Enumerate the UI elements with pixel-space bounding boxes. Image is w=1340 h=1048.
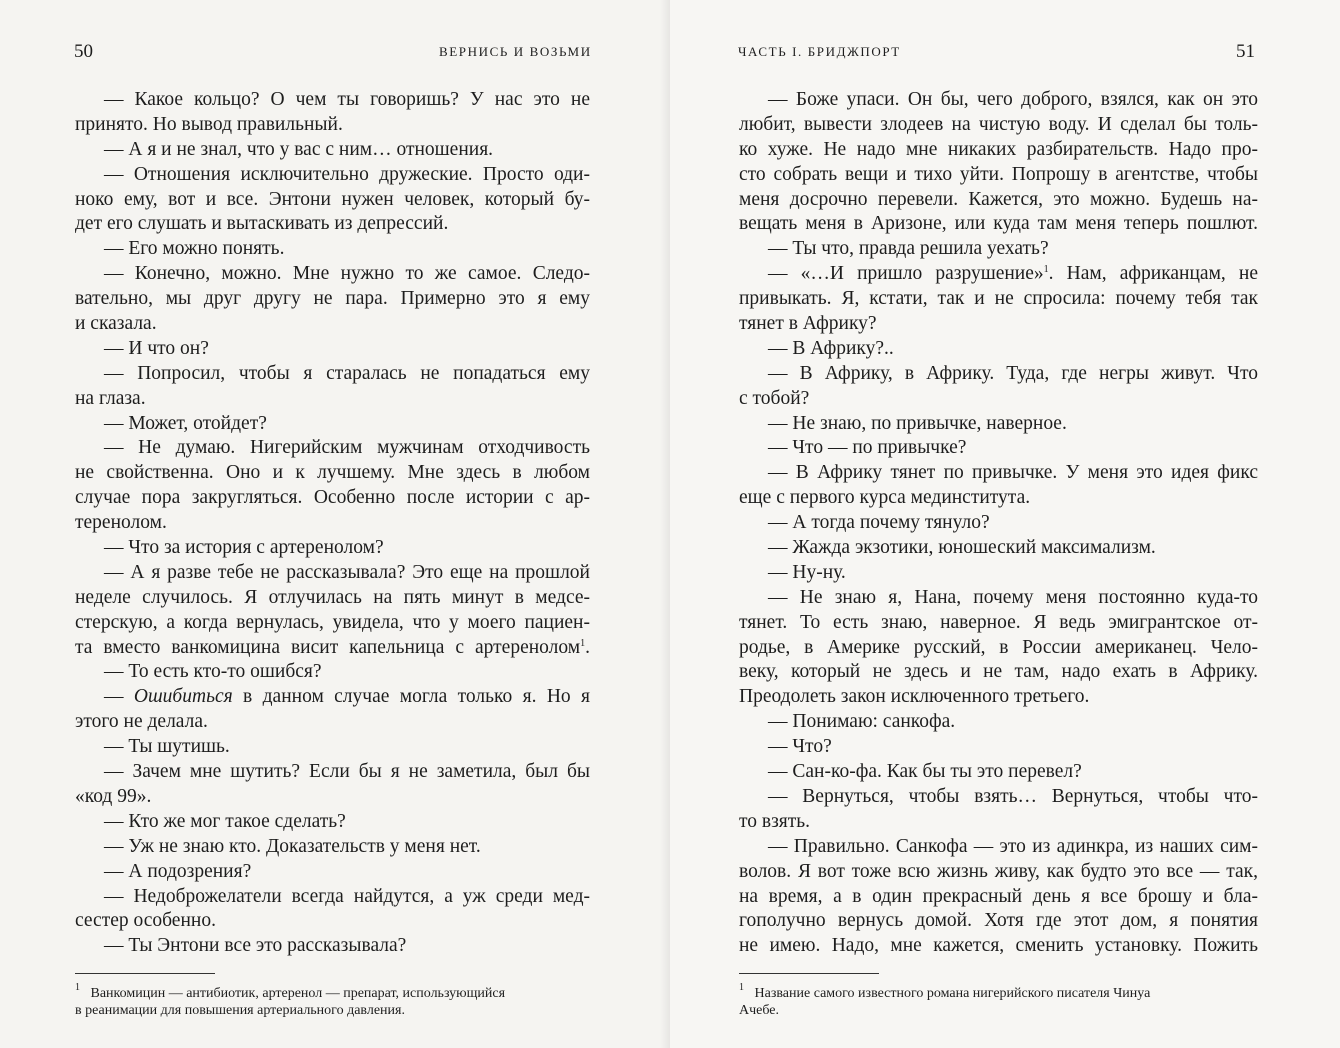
text-line: не имею. Надо, мне кажется, сменить установку. Пожить bbox=[739, 935, 1258, 957]
text-line: — Боже упаси. Он бы, чего доброго, взялся, как он это bbox=[768, 89, 1258, 110]
footnote-line: в реанимации для повышения артериального давления. bbox=[75, 1003, 405, 1018]
page-number: 50 bbox=[74, 41, 93, 62]
text-line: гополучно вернусь домой. Хотя где этот дом, я понятия bbox=[739, 910, 1258, 932]
footnote-ref: 1 bbox=[1043, 264, 1049, 276]
text-line: — Недоброжелатели всегда найдутся, а уж среди мед- bbox=[104, 885, 590, 907]
text-line: дет его слушать и вытаскивать из депрессий. bbox=[75, 213, 449, 235]
body-text bbox=[739, 88, 1258, 959]
text-line: — Ты что, правда решила уехать? bbox=[768, 238, 1049, 260]
text-line: — Понимаю: санкофа. bbox=[768, 711, 956, 733]
text-line: — Его можно понять. bbox=[104, 238, 285, 260]
text-line: — В Африку, в Африку. Туда, где негры живут. Что bbox=[768, 362, 1258, 384]
text-line: родье, в Америке русский, в России американец. Чело- bbox=[739, 636, 1258, 658]
text-line: — «…И пришло разрушение»$^1$. Нам, африканцам, не bbox=[768, 263, 1258, 285]
text-line: стерскую, а когда вернулась, увидела, что у моего пациен- bbox=[75, 611, 590, 633]
footnote-ref: 1 bbox=[580, 637, 586, 649]
footnote-rule bbox=[75, 973, 215, 974]
right-page bbox=[670, 0, 1340, 1048]
footnote bbox=[739, 982, 1258, 1019]
text-line: — А подозрения? bbox=[104, 860, 252, 882]
text-line: — Жажда экзотики, юношеский максимализм. bbox=[768, 537, 1156, 559]
text-line: — Зачем мне шутить? Если бы я не заметила, был бы bbox=[104, 761, 590, 783]
text-line: тянет. То есть знаю, наверное. Я ведь эмигрантское от- bbox=[739, 611, 1258, 633]
emphasis: Ошибиться bbox=[133, 686, 233, 708]
text-line: — Ошибиться в данном случае могла только я. Но я bbox=[104, 686, 591, 708]
text-line: веку, который не здесь и не там, надо ехать в Африку. bbox=[739, 661, 1258, 683]
text-line: неделе случилось. Я отлучилась на пять минут в медсе- bbox=[75, 586, 590, 608]
text-line: — Может, отойдет? bbox=[104, 412, 267, 434]
footnote-rule bbox=[739, 973, 879, 974]
footnote bbox=[75, 982, 590, 1019]
text-line: — Не знаю я, Нана, почему меня постоянно куда-то bbox=[768, 586, 1258, 608]
footnote-line bbox=[739, 982, 1258, 1002]
text-line: Преодолеть закон исключенного третьего. bbox=[739, 686, 1090, 708]
text-line: случае пора закругляться. Особенно после истории с ар- bbox=[75, 487, 590, 509]
text-line: та вместо ванкомицина висит капельница с артеренолом$^1$. bbox=[75, 636, 590, 658]
text-line: — Какое кольцо? О чем ты говоришь? У нас это не bbox=[104, 89, 590, 110]
text-line: на глаза. bbox=[75, 387, 146, 409]
text-line: — Правильно. Санкофа — это из адинкра, из наших сим- bbox=[768, 835, 1258, 857]
text-line: — Попросил, чтобы я старалась не попадаться ему bbox=[104, 362, 590, 384]
text-line: любит, вывести злодеев на чистую воду. И сделал бы толь- bbox=[739, 113, 1258, 135]
text-line: — Не знаю, по привычке, наверное. bbox=[768, 412, 1067, 434]
text-line: — В Африку?.. bbox=[768, 337, 894, 359]
text-line: — То есть кто-то ошибся? bbox=[104, 661, 322, 683]
text-line: теренолом. bbox=[75, 512, 167, 534]
text-line: и сказала. bbox=[75, 313, 157, 335]
text-line: — Что? bbox=[768, 736, 832, 758]
text-line: — Отношения исключительно дружеские. Просто оди- bbox=[104, 163, 590, 185]
running-head: ВЕРНИСЬ И ВОЗЬМИ bbox=[439, 44, 592, 59]
text-line: привыкать. Я, кстати, так и не спросила: почему тебя так bbox=[739, 288, 1258, 310]
text-line: — А я разве тебе не рассказывала? Это еще на прошлой bbox=[104, 561, 590, 583]
text-line: «код 99». bbox=[75, 785, 152, 807]
text-line: сто собрать вещи и тихо уйти. Попрошу в агентстве, чтобы bbox=[739, 163, 1258, 185]
text-line: — Конечно, можно. Мне нужно то же самое. Следо- bbox=[104, 263, 590, 285]
text-line: — Вернуться, чтобы взять… Вернуться, чтобы что- bbox=[768, 785, 1258, 807]
text-line: — Не думаю. Нигерийским мужчинам отходчивость bbox=[104, 437, 590, 459]
text-line: — Уж не знаю кто. Доказательств у меня нет. bbox=[104, 835, 481, 857]
text-line: — А тогда почему тянуло? bbox=[768, 512, 990, 534]
footnote-text: Название самого известного романа нигерийского писателя Чинуа bbox=[754, 986, 1151, 1001]
footnote-marker: 1 bbox=[739, 982, 744, 993]
text-line: — Ты Энтони все это рассказывала? bbox=[104, 935, 407, 957]
text-line: — И что он? bbox=[104, 337, 209, 359]
text-line: с тобой? bbox=[739, 387, 810, 409]
text-line: на время, а в один прекрасный день я все брошу и бла- bbox=[739, 885, 1258, 907]
text-line: не свойственна. Оно и к лучшему. Мне здесь в любом bbox=[75, 462, 590, 484]
text-line: то взять. bbox=[739, 810, 811, 832]
text-line: — Что за история с артеренолом? bbox=[104, 537, 384, 559]
text-line: ноко ему, вот и все. Энтони нужен человек, который бу- bbox=[75, 188, 590, 210]
text-line: — В Африку тянет по привычке. У меня это идея фикс bbox=[768, 462, 1258, 484]
running-head: ЧАСТЬ I. БРИДЖПОРТ bbox=[738, 44, 901, 59]
text-line: сестер особенно. bbox=[75, 910, 216, 932]
text-line: — А я и не знал, что у вас с ним… отношения. bbox=[104, 138, 494, 160]
footnote-marker: 1 bbox=[75, 982, 80, 993]
text-line: — Ну-ну. bbox=[768, 561, 846, 583]
footnote-text: Ванкомицин — антибиотик, артеренол — препарат, использующийся bbox=[90, 986, 506, 1001]
text-line: еще с первого курса мединститута. bbox=[739, 487, 1031, 509]
page-number: 51 bbox=[1236, 41, 1255, 62]
text-line: — Что — по привычке? bbox=[768, 437, 967, 459]
text-line: вещать меня в Аризоне, или куда там меня теперь пошлют. bbox=[739, 213, 1258, 235]
footnote-line bbox=[75, 982, 590, 1002]
text-line: тянет в Африку? bbox=[739, 313, 877, 335]
text-line: вательно, мы друг другу не пара. Примерно это я ему bbox=[75, 288, 590, 310]
footnote-line: Ачебе. bbox=[739, 1003, 780, 1018]
text-line: — Ты шутишь. bbox=[104, 736, 230, 758]
text-line: этого не делала. bbox=[75, 711, 208, 733]
text-line: ко хуже. Не надо мне никаких разбирательств. Надо про- bbox=[739, 138, 1258, 160]
text-line: — Сан-ко-фа. Как бы ты это перевел? bbox=[768, 761, 1082, 783]
text-line: меня досрочно перевели. Кажется, это можно. Будешь на- bbox=[739, 188, 1258, 210]
text-line: — Кто же мог такое сделать? bbox=[104, 810, 346, 832]
text-line: принято. Но вывод правильный. bbox=[75, 113, 343, 135]
text-line: волов. Я вот тоже всю жизнь живу, как будто это все — так, bbox=[739, 860, 1258, 882]
body-text bbox=[75, 88, 590, 959]
